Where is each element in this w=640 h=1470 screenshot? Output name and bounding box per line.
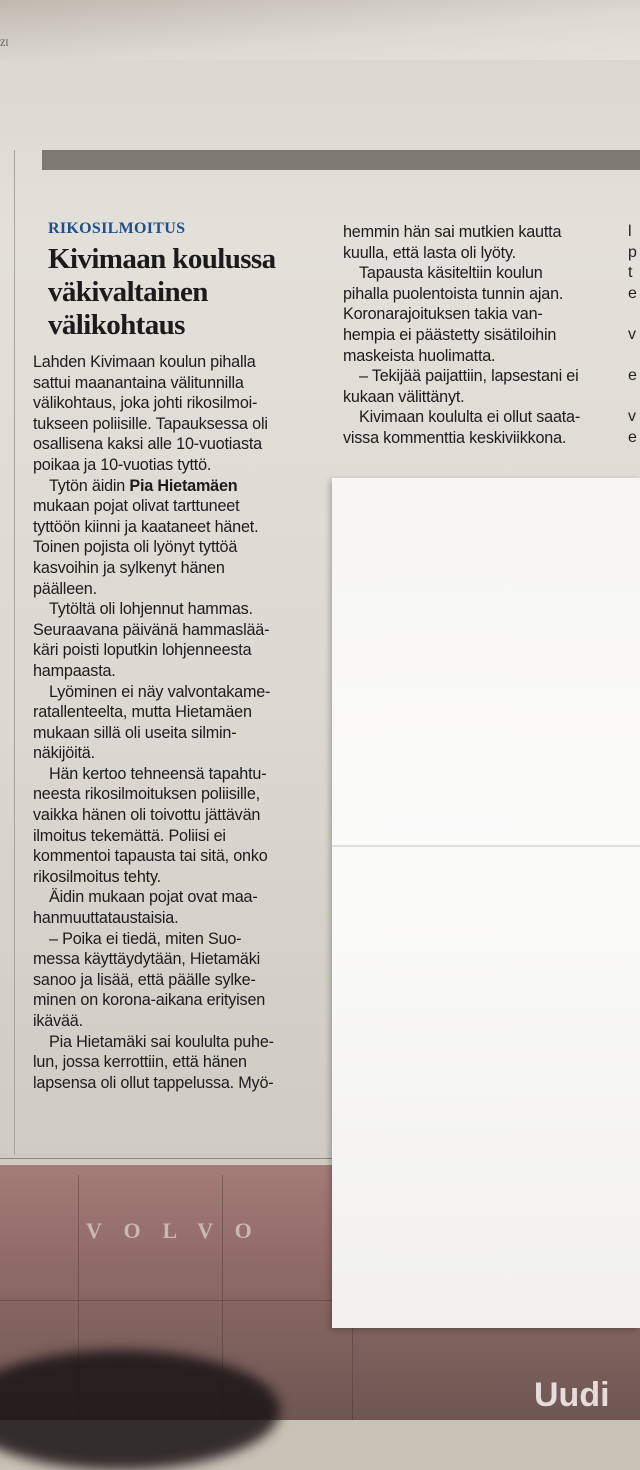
fragment-letter: l: [628, 223, 632, 240]
article-line: – Poika ei tiedä, miten Suo-: [49, 929, 242, 948]
article-line: maskeista huolimatta.: [343, 346, 496, 365]
article-line: minen on korona-aikana erityisen: [33, 991, 266, 1010]
column-rule: [14, 150, 15, 1155]
article-line: rikosilmoitus tehty.: [33, 867, 161, 886]
article-line: Seuraavana päivänä hammaslää-: [33, 620, 270, 639]
fragment-letter: [628, 346, 637, 367]
article-line: pihalla puolentoista tunnin ajan.: [343, 284, 564, 303]
article-line: Äidin mukaan pojat ovat maa-: [49, 888, 258, 907]
article-line: Lyöminen ei näy valvontakame-: [49, 682, 271, 701]
fragment-letter: v: [628, 408, 636, 426]
fragment-letter: e: [628, 428, 637, 446]
article-line: neesta rikosilmoituksen poliisille,: [33, 785, 260, 804]
paper-note-cover: [332, 478, 640, 1328]
fragment-letter: [628, 387, 637, 408]
adjacent-column-fragment: [628, 222, 637, 449]
article-line: osallisena kaksi alle 10-vuotiasta: [33, 435, 262, 454]
article-line: välikohtaus, joka johti rikosilmoi-: [33, 394, 258, 413]
article-line: messa käyttäydytään, Hietamäki: [33, 950, 261, 969]
article-line: vaikka hänen oli toivottu jättävän: [33, 806, 261, 825]
article-line: hampaasta.: [33, 661, 116, 680]
article-line: ilmoitus tekemättä. Poliisi ei: [33, 826, 226, 845]
headline-line: Kivimaan koulussa: [48, 243, 276, 275]
article-line: poikaa ja 10-vuotias tyttö.: [33, 455, 212, 474]
article-line: sanoo ja lisää, että päälle sylke-: [33, 970, 256, 989]
fragment-letter: [628, 304, 637, 325]
fragment-letter: e: [628, 367, 637, 385]
headline-line: välikohtaus: [48, 309, 185, 341]
article-line: ikävää.: [33, 1012, 83, 1030]
article-line: lun, jossa kerrottiin, että hänen: [33, 1053, 247, 1072]
note-crease: [332, 845, 640, 847]
fragment-letter: t: [628, 264, 633, 282]
article-column-right: [343, 222, 633, 449]
article-line: ratallenteelta, mutta Hietamäen: [33, 703, 252, 722]
article-line: Toinen pojista oli lyönyt tyttöä: [33, 538, 238, 557]
article-line: mukaan sillä oli useita silmin-: [33, 723, 237, 742]
article-line: kasvoihin ja sylkenyt hänen: [33, 558, 225, 577]
article-line: kuulla, että lasta oli lyöty.: [343, 243, 516, 262]
paper-fold: [0, 0, 640, 60]
article-line: hempia ei päästetty sisätiloihin: [343, 325, 557, 344]
article-line: – Tekijää paijattiin, lapsestani ei: [359, 367, 579, 386]
page-marker: ZI: [0, 38, 9, 48]
article-line: tyttöön kiinni ja kaataneet hänet.: [33, 517, 259, 536]
article-line: Tapausta käsiteltiin koulun: [359, 264, 543, 283]
section-bar: [42, 150, 640, 170]
article-line: Pia Hietamäki sai koululta puhe-: [49, 1032, 274, 1051]
fragment-letter: e: [628, 284, 637, 302]
article-column-left: [33, 352, 333, 1093]
article-headline: [48, 243, 328, 342]
article-line: tukseen poliisille. Tapauksessa oli: [33, 414, 268, 433]
article-kicker: RIKOSILMOITUS: [48, 220, 186, 237]
ad-corner-text: Uudi: [534, 1376, 610, 1414]
ad-brand-text: VOLVO: [86, 1218, 274, 1243]
article-line: käri poisti loputkin lohjenneesta: [33, 641, 252, 660]
article-line: Tytöltä oli lohjennut hammas.: [49, 600, 253, 619]
article-line: Tytön äidin Pia Hietamäen: [49, 476, 238, 495]
headline-line: väkivaltainen: [48, 276, 208, 308]
fragment-letter: v: [628, 325, 636, 343]
article-line: Lahden Kivimaan koulun pihalla: [33, 353, 256, 371]
article-line: vissa kommenttia keskiviikkona.: [343, 428, 567, 447]
article-line: sattui maanantaina välitunnilla: [33, 373, 244, 392]
article-line: Koronarajoituksen takia van-: [343, 305, 543, 324]
article-line: päälleen.: [33, 579, 97, 598]
article-line: Kivimaan koululta ei ollut saata-: [359, 408, 581, 427]
article-line: kommentoi tapausta tai sitä, onko: [33, 847, 268, 866]
article-line: lapsensa oli ollut tappelussa. Myö-: [33, 1073, 274, 1092]
article-line: hemmin hän sai mutkien kautta: [343, 223, 562, 241]
article-line: hanmuuttataustaisia.: [33, 909, 179, 928]
bottom-rule: [0, 1158, 340, 1159]
article-line: mukaan pojat olivat tarttuneet: [33, 497, 240, 516]
article-line: kukaan välittänyt.: [343, 387, 465, 406]
article-line: näkijöitä.: [33, 744, 95, 763]
fragment-letter: p: [628, 243, 637, 261]
article-line: Hän kertoo tehneensä tapahtu-: [49, 764, 267, 783]
